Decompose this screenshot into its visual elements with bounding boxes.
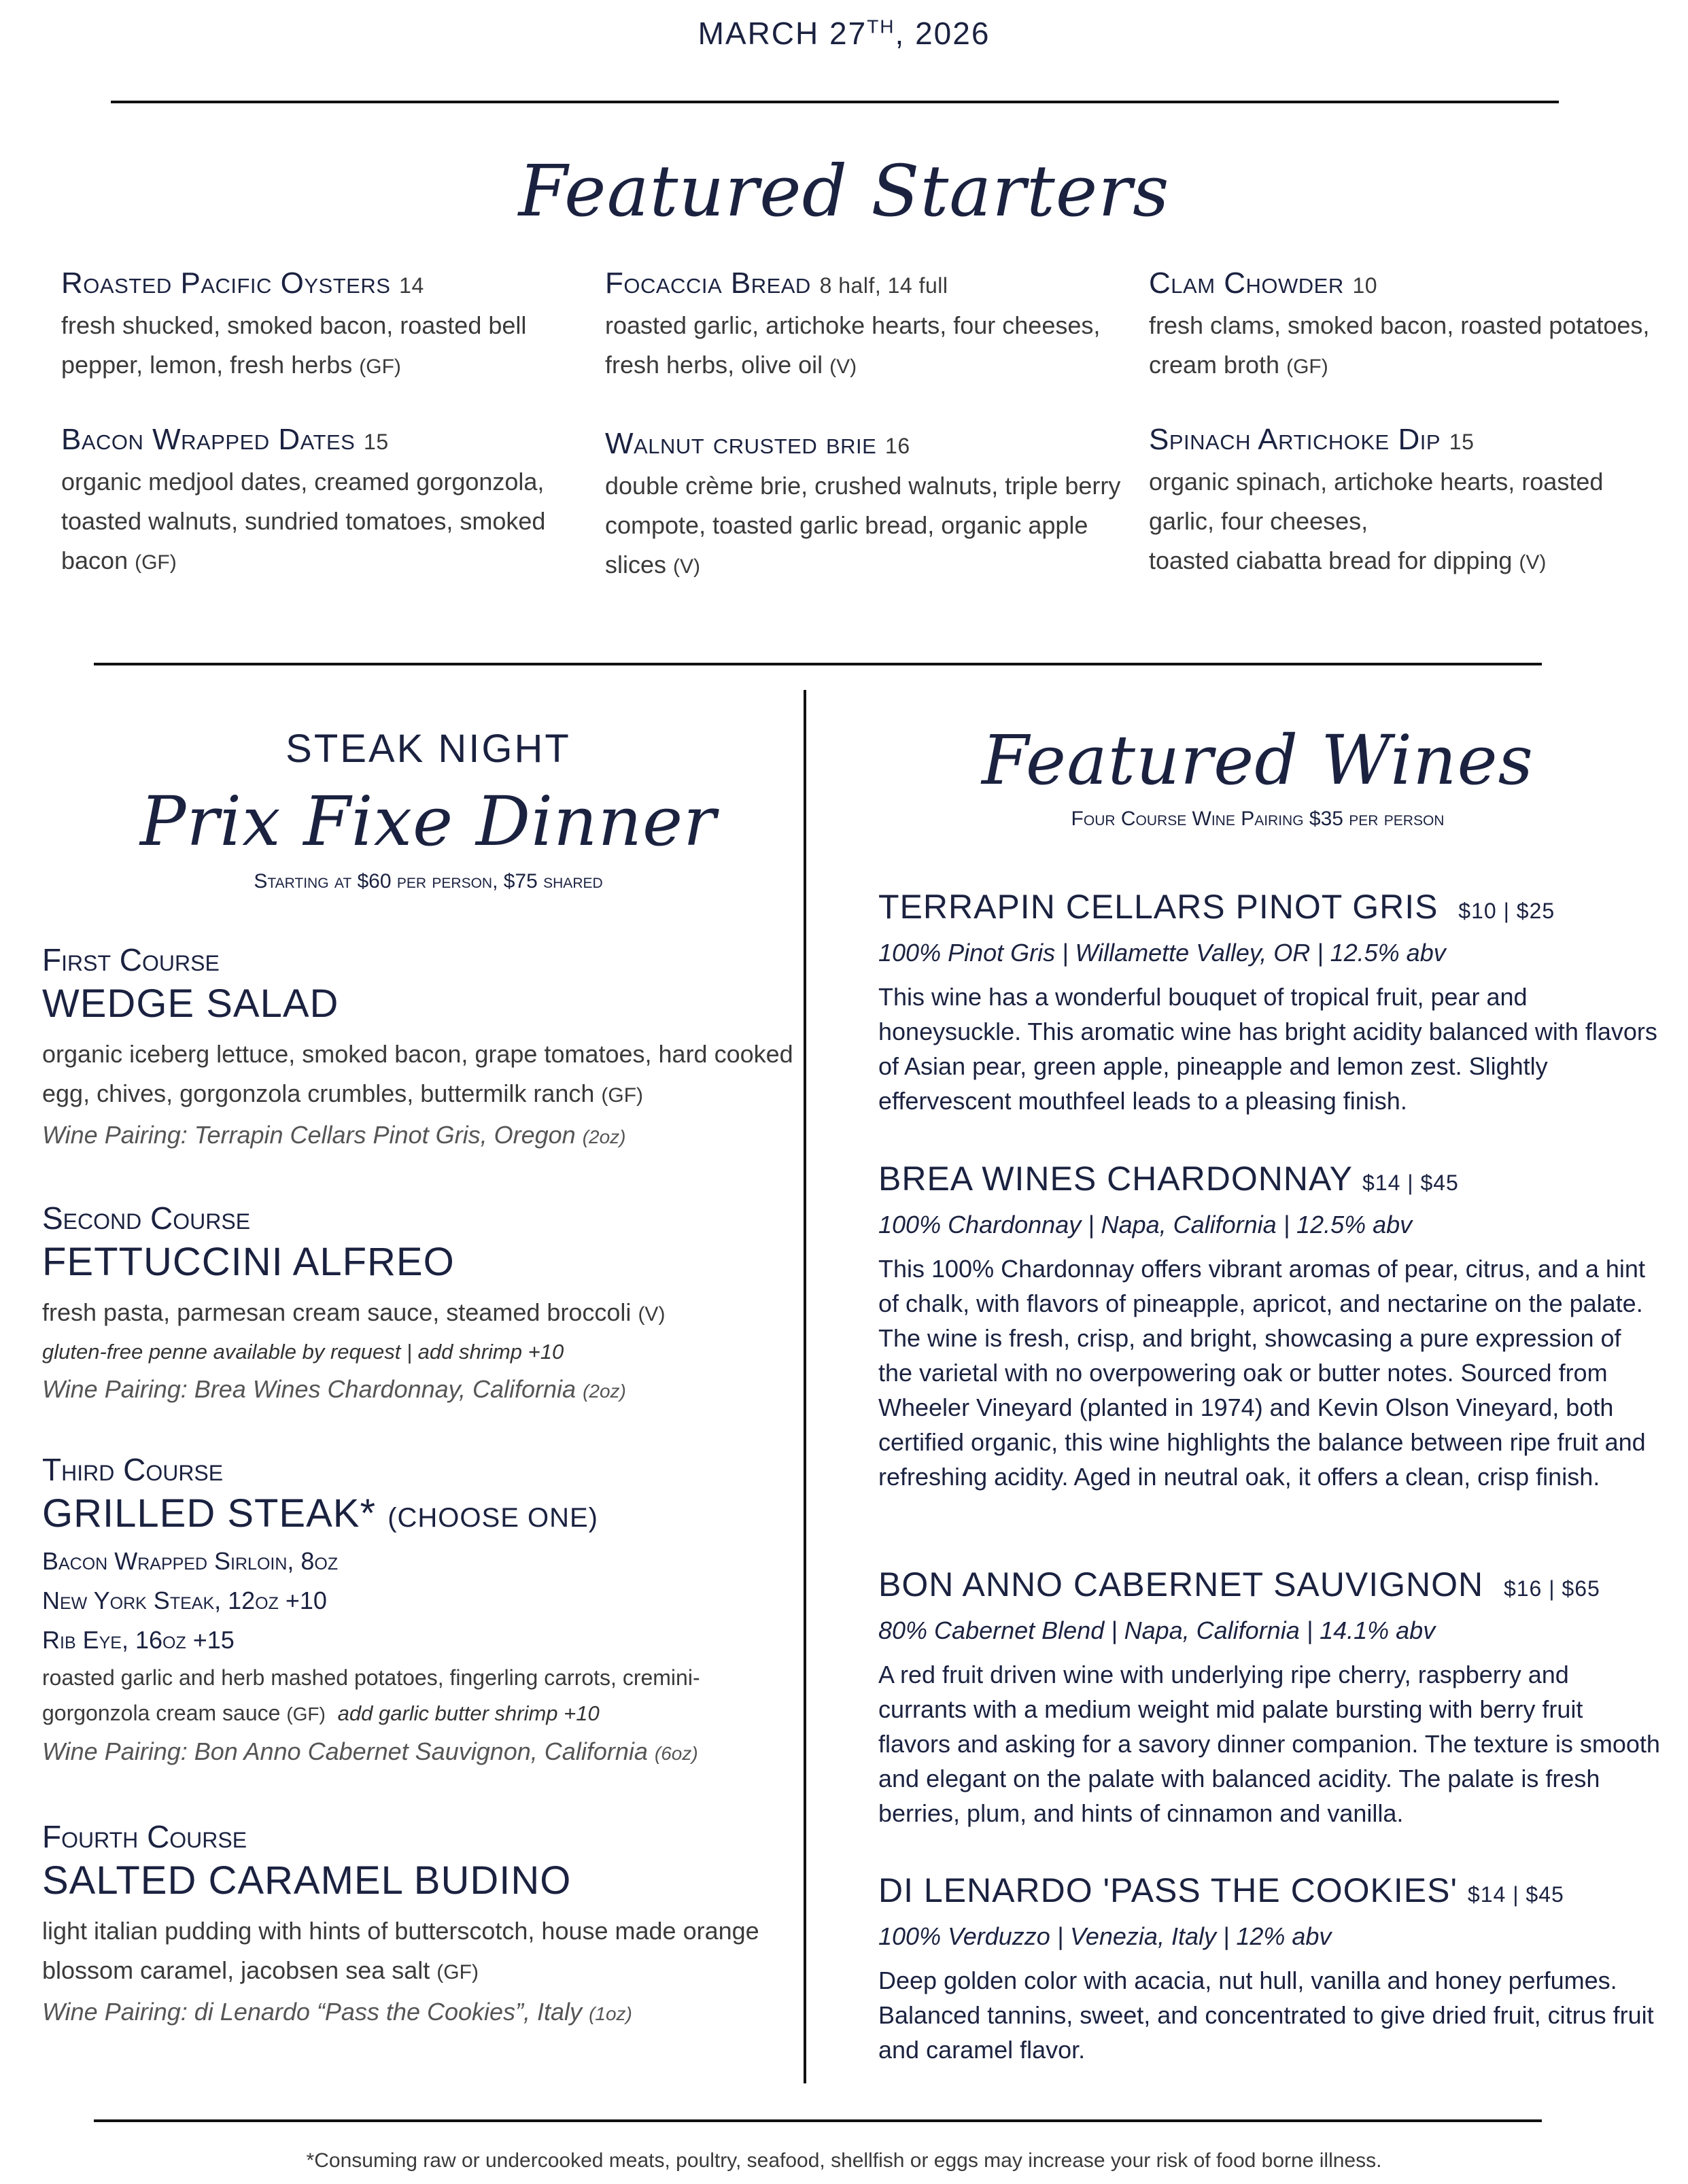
starter-desc: organic medjool dates, creamed gorgonzola, toasted walnuts, sundried tomatoes, smoked bacon [61,468,546,574]
wine-pairing: Wine Pairing: Brea Wines Chardonnay, California [42,1375,576,1403]
wine-price: $14 | $45 [1362,1171,1459,1195]
starter-price: 14 [399,273,424,298]
divider-middle [94,663,1542,665]
date-year: , 2026 [895,16,991,51]
course-dish: SALTED CARAMEL BUDINO [42,1858,572,1903]
pour-size: (2oz) [583,1381,626,1402]
date-main: MARCH 27 [697,16,867,51]
wine-price: $16 | $65 [1503,1576,1600,1601]
wine-price: $10 | $25 [1458,899,1555,923]
starter-desc: fresh shucked, smoked bacon, roasted bell pepper, lemon, fresh herbs [61,311,527,379]
starter-name: Clam Chowder [1149,266,1344,300]
starter-name: Focaccia Bread [605,266,811,300]
prix-fixe-subtitle: Starting at $60 per person, $75 shared [254,870,603,892]
pour-size: (6oz) [654,1743,698,1764]
divider-top [111,101,1559,103]
course-label: First Course [42,942,220,977]
diet-tag: (V) [1519,551,1547,574]
wine-name: BON ANNO CABERNET SAUVIGNON [878,1565,1484,1604]
wine-desc: This 100% Chardonnay offers vibrant aromas of pear, citrus, and a hint of chalk, with flavors of pineapple, apricot, and nectarine on the palate. The wine is fresh, crisp, and bright, showcasing a pure expression of the varietal with no overpowering oak or butter notes. Sourced from Wheeler Vineyard (planted in 1974) and Kevin Olson Vineyard, both certified organic, this wine highlights the balance between ripe fruit and refreshing acidity. Aged in neutral oak, it offers a clean, crisp finish. [878,1255,1646,1491]
starter-item [1149,266,1666,387]
starter-price: 15 [364,430,389,454]
steak-option: Rib Eye, 16oz +15 [42,1626,235,1654]
wine-item [878,887,1660,1118]
starter-item [605,427,1122,587]
wine-pairing: Wine Pairing: di Lenardo “Pass the Cookies”, Italy [42,1998,583,2026]
starter-desc: organic spinach, artichoke hearts, roasted garlic, four cheeses, [1149,468,1604,535]
wine-name: BREA WINES CHARDONNAY [878,1160,1353,1198]
course-first [42,941,797,1157]
wine-name: TERRAPIN CELLARS PINOT GRIS [878,888,1439,926]
wine-desc: Deep golden color with acacia, nut hull, vanilla and honey perfumes. Balanced tannins, sweet, and concentrated to give dried fruit, citrus fruit and caramel flavor. [878,1966,1654,2064]
pour-size: (1oz) [589,2003,632,2024]
prix-fixe-kicker: STEAK NIGHT [286,727,571,771]
course-second [42,1200,797,1411]
course-fourth [42,1818,797,2034]
choose-note: (CHOOSE ONE) [387,1503,598,1533]
starter-name: Bacon Wrapped Dates [61,423,356,456]
wine-item [878,1565,1660,1831]
menu-date [0,15,1688,52]
starter-item [61,266,578,387]
prix-fixe-title: Prix Fixe Dinner [140,782,717,861]
course-third [42,1451,797,1773]
pour-size: (2oz) [582,1126,626,1147]
starter-desc: roasted garlic, artichoke hearts, four cheeses, fresh herbs, olive oil [605,311,1101,379]
starter-item [605,266,1122,387]
wines-title: Featured Wines [982,721,1534,800]
wine-meta: 80% Cabernet Blend | Napa, California | 14.1% abv [878,1616,1436,1644]
course-note: gluten-free penne available by request | add shrimp +10 [42,1340,564,1364]
course-dish: GRILLED STEAK* [42,1491,377,1536]
course-dish: WEDGE SALAD [42,982,339,1026]
course-label: Fourth Course [42,1819,247,1854]
diet-tag: (GF) [359,356,401,378]
course-desc: light italian pudding with hints of butterscotch, house made orange blossom caramel, jacobsen sea salt [42,1917,759,1984]
starter-desc: fresh clams, smoked bacon, roasted potatoes, cream broth [1149,311,1650,379]
diet-tag: (V) [638,1303,666,1325]
wine-meta: 100% Verduzzo | Venezia, Italy | 12% abv [878,1922,1332,1950]
starter-price: 10 [1352,273,1378,298]
course-label: Third Course [42,1452,224,1487]
starter-price: 15 [1449,430,1475,454]
wine-meta: 100% Pinot Gris | Willamette Valley, OR | 12.5% abv [878,939,1446,967]
wines-subtitle: Four Course Wine Pairing $35 per person [1071,808,1445,830]
wine-item [878,1159,1660,1494]
starter-price: 16 [885,434,910,458]
course-desc: roasted garlic and herb mashed potatoes, fingerling carrots, cremini-gorgonzola cream sauce [42,1665,700,1725]
column-divider [804,690,806,2083]
date-suffix: TH [867,16,895,37]
starter-desc: double crème brie, crushed walnuts, triple berry compote, toasted garlic bread, organic apple slices [605,472,1121,578]
starter-name: Walnut crusted brie [605,427,877,460]
diet-tag: (GF) [135,551,177,574]
course-label: Second Course [42,1200,251,1236]
steak-option: New York Steak, 12oz +10 [42,1587,327,1614]
divider-bottom [94,2119,1542,2122]
diet-tag: (V) [829,356,857,378]
starter-item [61,423,578,583]
wine-meta: 100% Chardonnay | Napa, California | 12.5% abv [878,1211,1413,1238]
diet-tag: (GF) [601,1084,644,1107]
diet-tag: (GF) [286,1703,326,1724]
diet-tag: (GF) [1286,356,1328,378]
wine-item [878,1871,1660,2067]
course-desc: fresh pasta, parmesan cream sauce, steamed broccoli [42,1298,632,1326]
starter-price: 8 half, 14 full [819,273,948,298]
course-extra: add garlic butter shrimp +10 [337,1701,600,1725]
starter-name: Spinach Artichoke Dip [1149,423,1441,456]
steak-option: Bacon Wrapped Sirloin, 8oz [42,1547,339,1575]
starters-title: Featured Starters [518,150,1170,232]
wine-pairing: Wine Pairing: Terrapin Cellars Pinot Gris, Oregon [42,1121,576,1149]
diet-tag: (V) [673,555,701,578]
starter-name: Roasted Pacific Oysters [61,266,391,300]
wine-pairing: Wine Pairing: Bon Anno Cabernet Sauvignon, California [42,1737,648,1765]
starter-item [1149,423,1666,583]
course-dish: FETTUCCINI ALFREO [42,1240,455,1284]
wine-desc: A red fruit driven wine with underlying ripe cherry, raspberry and currants with a medium weight mid palate bursting with berry fruit flavors and asking for a savory dinner companion. The texture is smooth and elegant on the palate with balanced acidity. The palate is fresh berries, plum, and hints of cinnamon and vanilla. [878,1661,1660,1827]
starter-desc-line2: toasted ciabatta bread for dipping [1149,547,1513,574]
food-safety-disclaimer: *Consuming raw or undercooked meats, poultry, seafood, shellfish or eggs may increase your risk of food borne illness. [306,2149,1382,2172]
wine-price: $14 | $45 [1467,1882,1564,1907]
wine-name: DI LENARDO 'PASS THE COOKIES' [878,1871,1458,1909]
course-desc: organic iceberg lettuce, smoked bacon, grape tomatoes, hard cooked egg, chives, gorgonzola crumbles, buttermilk ranch [42,1040,793,1107]
diet-tag: (GF) [436,1961,479,1983]
wine-desc: This wine has a wonderful bouquet of tropical fruit, pear and honeysuckle. This aromatic wine has bright acidity balanced with flavors of Asian pear, green apple, pineapple and lemon zest. Slightly effervescent mouthfeel leads to a pleasing finish. [878,983,1657,1115]
